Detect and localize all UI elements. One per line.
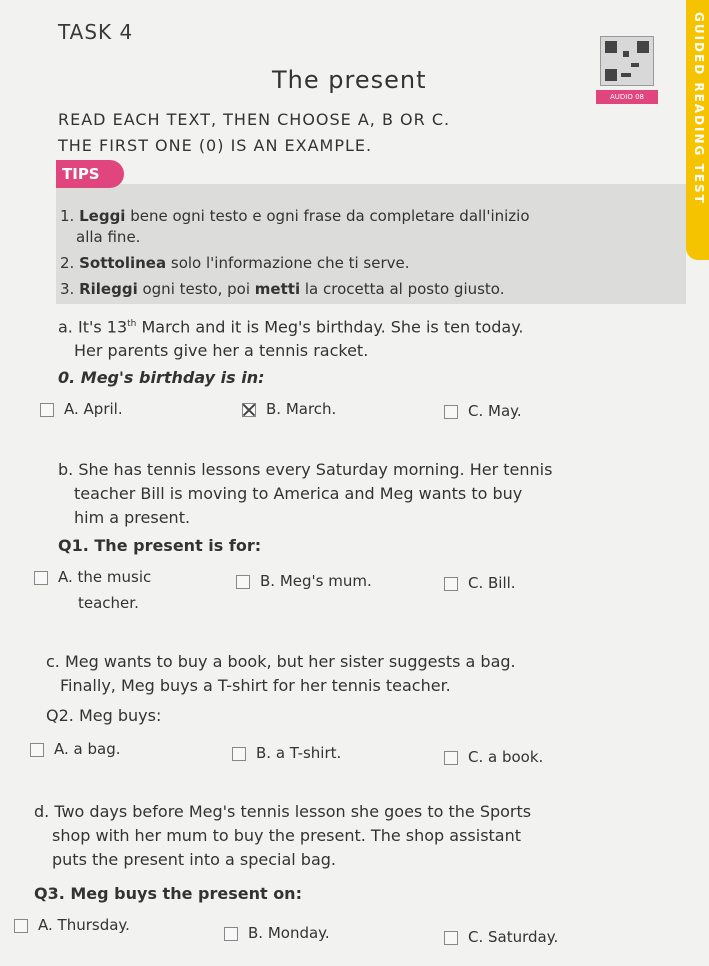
checkbox[interactable] [224, 927, 238, 941]
tips-label: TIPS [56, 160, 124, 188]
option-1c[interactable]: C. Bill. [444, 574, 516, 592]
option-0c[interactable]: C. May. [444, 402, 522, 420]
option-1b[interactable]: B. Meg's mum. [236, 572, 372, 590]
checkbox[interactable] [236, 575, 250, 589]
option-1a[interactable]: A. the music [34, 568, 151, 586]
option-0a[interactable]: A. April. [40, 400, 123, 418]
checkbox[interactable] [232, 747, 246, 761]
text-a: a. It's 13th March and it is Meg's birthday. She is ten today. Her parents give her a tennis racket. [58, 317, 524, 361]
qr-code [600, 36, 654, 86]
question-1: Q1. The present is for: [58, 536, 262, 555]
text-b: b. She has tennis lessons every Saturday morning. Her tennis teacher Bill is moving to America and Meg wants to buy him a present. [58, 460, 553, 527]
text-d: d. Two days before Meg's tennis lesson she goes to the Sports shop with her mum to buy the present. The shop assistant puts the present into a special bag. [34, 802, 532, 869]
checkbox[interactable] [444, 405, 458, 419]
checkbox[interactable] [40, 403, 54, 417]
option-0b[interactable]: B. March. [242, 400, 336, 418]
tip-1: 1. Leggi bene ogni testo e ogni frase da completare dall'inizio [60, 207, 530, 225]
side-tab-label: GUIDED READING TEST [692, 12, 706, 205]
checkbox[interactable] [30, 743, 44, 757]
tip-2: 2. Sottolinea solo l'informazione che ti serve. [60, 254, 410, 272]
checkbox-checked[interactable] [242, 403, 256, 417]
option-1a-cont: teacher. [78, 594, 139, 612]
page-title: The present [272, 66, 427, 94]
option-2b[interactable]: B. a T-shirt. [232, 744, 341, 762]
checkbox[interactable] [444, 751, 458, 765]
option-3a[interactable]: A. Thursday. [14, 916, 130, 934]
instruction-line-2: THE FIRST ONE (0) IS AN EXAMPLE. [58, 136, 373, 155]
instruction-line-1: READ EACH TEXT, THEN CHOOSE A, B OR C. [58, 110, 451, 129]
option-3b[interactable]: B. Monday. [224, 924, 330, 942]
question-2: Q2. Meg buys: [46, 706, 162, 725]
question-0: 0. Meg's birthday is in: [58, 368, 265, 387]
checkbox[interactable] [34, 571, 48, 585]
question-3: Q3. Meg buys the present on: [34, 884, 302, 903]
option-2c[interactable]: C. a book. [444, 748, 543, 766]
option-2a[interactable]: A. a bag. [30, 740, 121, 758]
audio-track-badge: AUDIO 08 [596, 90, 658, 104]
tip-3: 3. Rileggi ogni testo, poi metti la crocetta al posto giusto. [60, 280, 505, 298]
checkbox[interactable] [14, 919, 28, 933]
option-3c[interactable]: C. Saturday. [444, 928, 558, 946]
tip-1-cont: alla fine. [76, 228, 141, 246]
checkbox[interactable] [444, 577, 458, 591]
checkbox[interactable] [444, 931, 458, 945]
text-c: c. Meg wants to buy a book, but her sister suggests a bag. Finally, Meg buys a T-shirt for her tennis teacher. [46, 652, 516, 695]
task-number: TASK 4 [58, 20, 134, 44]
